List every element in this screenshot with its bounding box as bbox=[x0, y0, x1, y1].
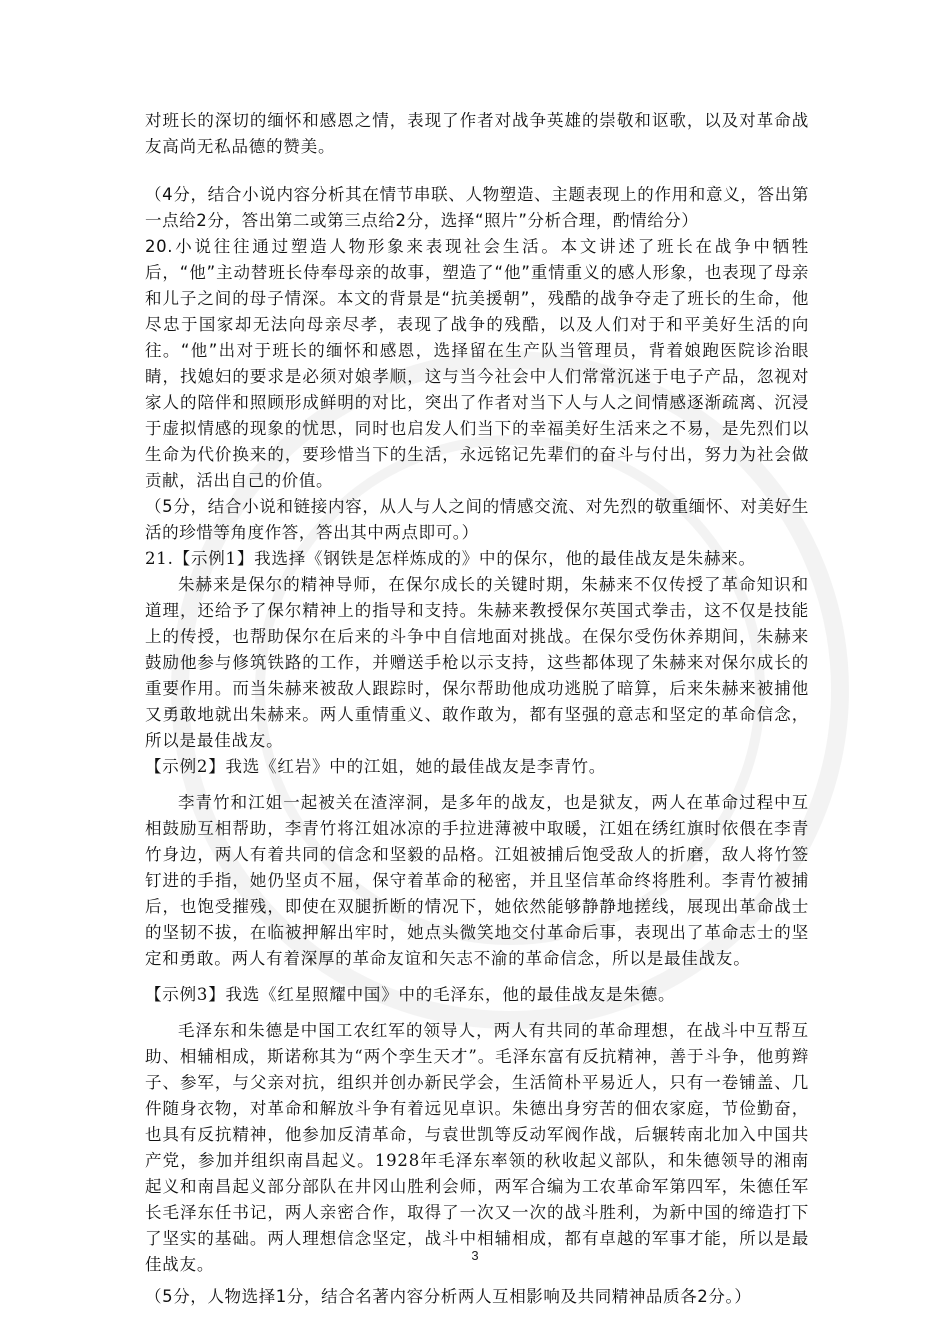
answer-content bbox=[145, 108, 809, 1310]
scoring-note-q21: （5分，人物选择1分，结合名著内容分析两人互相影响及共同精神品质各2分。） bbox=[145, 1287, 752, 1306]
paragraph-q19-end: 对班长的深切的缅怀和感恩之情，表现了作者对战争英雄的崇敬和讴歌，以及对革命战友高尚无私品德的赞美。 bbox=[145, 111, 809, 156]
answer-q21-example3-body: 毛泽东和朱德是中国工农红军的领导人，两人有共同的革命理想，在战斗中互帮互助、相辅相成，斯诺称其为“两个孪生天才”。毛泽东富有反抗精神，善于斗争，他剪辫子、参军，与父亲对抗，组织并创办新民学会，生活简朴平易近人，只有一卷铺盖、几件随身衣物，对革命和解放斗争有着远见卓识。朱德出身穷苦的佃农家庭，节俭勤奋，也具有反抗精神，他参加反清革命，与袁世凯等反动军阀作战，后辗转南北加入中国共产党，参加并组织南昌起义。1928年毛泽东率领的秋收起义部队，和朱德领导的湘南起义和南昌起义部分部队在井冈山胜利会师，两军合编为工农革命军第四军，朱德任军长毛泽东任书记，两人亲密合作，取得了一次又一次的战斗胜利，为新中国的缔造打下了坚实的基础。两人理想信念坚定，战斗中相辅相成，都有卓越的军事才能，所以是最佳战友。 bbox=[145, 1021, 809, 1274]
answer-q20: 20.小说往往通过塑造人物形象来表现社会生活。本文讲述了班长在战争中牺牲后，“他”主动替班长侍奉母亲的故事，塑造了“他”重情重义的感人形象，也表现了母亲和儿子之间的母子情深。本文的背景是“抗美援朝”，残酷的战争夺走了班长的生命，他尽忠于国家却无法向母亲尽孝，表现了战争的残酷，以及人们对于和平美好生活的向往。“他”出对于班长的缅怀和感恩，选择留在生产队当管理员，背着娘跑医院诊治眼睛，找媳妇的要求是必须对娘孝顺，这与当今社会中人们常常沉迷于电子产品，忽视对家人的陪伴和照顾形成鲜明的对比，突出了作者对当下人与人之间情感逐渐疏离、沉浸于虚拟情感的现象的忧思，同时也启发人们当下的幸福美好生活来之不易，是先烈们以生命为代价换来的，要珍惜当下的生活，永远铭记先辈们的奋斗与付出，努力为社会做贡献，活出自己的价值。 bbox=[145, 237, 809, 490]
answer-q21-example2-body: 李青竹和江姐一起被关在渣滓洞，是多年的战友，也是狱友，两人在革命过程中互相鼓励互相帮助，李青竹将江姐冰凉的手拉进薄被中取暖，江姐在绣红旗时依偎在李青竹身边，两人有着共同的信念和坚毅的品格。江姐被捕后饱受敌人的折磨，敌人将竹签钉进的手指，她仍坚贞不屈，保守着革命的秘密，并且坚信革命终将胜利。李青竹被捕后，也饱受摧残，即使在双腿折断的情况下，她依然能够静静地搓线，展现出革命战士的坚韧不拔，在临被押解出牢时，她点头微笑地交付革命后事，表现出了革命志士的坚定和勇敢。两人有着深厚的革命友谊和矢志不渝的革命信念，所以是最佳战友。 bbox=[145, 793, 809, 968]
answer-q21-example3-heading: 【示例3】我选《红星照耀中国》中的毛泽东，他的最佳战友是朱德。 bbox=[145, 985, 676, 1004]
answer-q21-example2-heading: 【示例2】我选《红岩》中的江姐，她的最佳战友是李青竹。 bbox=[145, 757, 607, 776]
answer-q21-example1-body: 朱赫来是保尔的精神导师，在保尔成长的关键时期，朱赫来不仅传授了革命知识和道理，还给予了保尔精神上的指导和支持。朱赫来教授保尔英国式拳击，这不仅是技能上的传授，也帮助保尔在后来的斗争中自信地面对挑战。在保尔受伤休养期间，朱赫来鼓励他参与修筑铁路的工作，并赠送手枪以示支持，这些都体现了朱赫来对保尔成长的重要作用。而当朱赫来被敌人跟踪时，保尔帮助他成功逃脱了暗算，后来朱赫来被捕他又勇敢地就出朱赫来。两人重情重义、敢作敢为，都有坚强的意志和坚定的革命信念，所以是最佳战友。 bbox=[145, 575, 809, 750]
answer-q21-example1-heading: 21.【示例1】我选择《钢铁是怎样炼成的》中的保尔，他的最佳战友是朱赫来。 bbox=[145, 549, 756, 568]
scoring-note-q20: （5分，结合小说和链接内容，从人与人之间的情感交流、对先烈的敬重缅怀、对美好生活的珍惜等角度作答，答出其中两点即可。） bbox=[145, 497, 809, 542]
scoring-note-q19: （4分，结合小说内容分析其在情节串联、人物塑造、主题表现上的作用和意义，答出第一点给2分，答出第二或第三点给2分，选择“照片”分析合理，酌情给分） bbox=[145, 185, 809, 230]
page-number: 3 bbox=[471, 1248, 479, 1263]
